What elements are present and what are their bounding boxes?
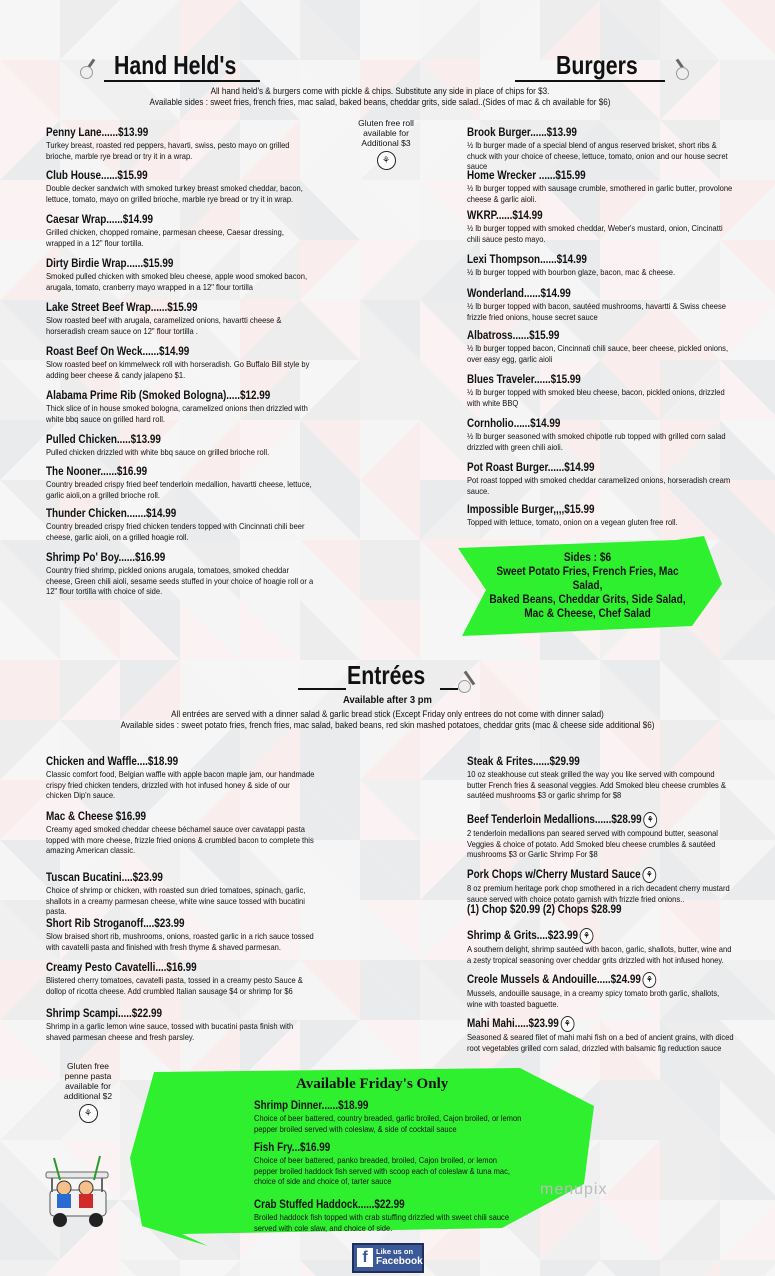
sides-box-title: Sides : $6: [563, 552, 612, 564]
menu-item-name: [46, 872, 278, 885]
menu-item: [467, 170, 737, 204]
menu-item: [467, 812, 737, 860]
menu-item-desc: Blistered cherry tomatoes, cavatelli pasta, tossed in a creamy pesto Sauce & dollop of ricotta cheese. Add crumbled Italian sausage $4 or shrimp for $6: [46, 975, 303, 996]
menu-item-name-text: Creole Mussels & Andouille.....$24.99: [467, 974, 641, 987]
burgers-title: Burgers: [556, 50, 638, 80]
menu-item-name-text: Brook Burger......$13.99: [467, 127, 577, 139]
sides-line: Baked Beans, Cheddar Grits, Side Salad,: [489, 594, 686, 606]
menu-item-desc: Topped with lettuce, tomato, onion on a vegean gluten free roll.: [467, 517, 678, 527]
watermark: menupix: [540, 1181, 608, 1198]
menu-item-desc: A southern delight, shrimp sautéed with bacon, garlic, shallots, butter, wine and a zesty tropical seasoning over cheddar grits drizzled with hot infused honey.: [467, 944, 732, 965]
menu-item-name-text: Wonderland......$14.99: [467, 288, 571, 300]
menu-item-name: [467, 812, 699, 828]
hand-held-intro: [128, 86, 632, 107]
menu-item: [46, 508, 316, 542]
menu-item-name: [467, 210, 699, 223]
menu-item-name-text: Fish Fry...$16.99: [254, 1142, 331, 1154]
menu-item: [46, 434, 316, 458]
entrees-title-underline-left: [298, 688, 346, 690]
menu-item-name: [467, 288, 699, 301]
menu-item-name: [46, 1008, 278, 1021]
menu-item-desc: Country breaded crispy fried beef tenderloin medallion, havartti cheese, lettuce, garlic aioli,on a grilled brioche roll.: [46, 479, 312, 500]
menu-item-name-text: Creamy Pesto Cavatelli....$16.99: [46, 962, 197, 974]
menu-item-name: [46, 214, 278, 227]
menu-item: [467, 418, 737, 452]
menu-item: [46, 811, 316, 856]
golf-ball-icon: [80, 66, 93, 79]
menu-item-desc: Slow roasted beef on kimmelweck roll with horseradish. Go Buffalo Bill style by adding beer cheese & candy jalapeno $1.: [46, 359, 310, 380]
golf-cart-illustration: [42, 1150, 114, 1232]
menu-item-name: [467, 374, 699, 387]
menu-item-name: [467, 504, 699, 517]
menu-item-name: [467, 462, 699, 475]
menu-item: [46, 390, 316, 424]
menu-item-desc: ½ lb burger topped with smoked cheddar, Weber's mustard, onion, Cincinatti chili sauce pesto mayo.: [467, 223, 723, 244]
menu-item-name: [467, 127, 699, 140]
menu-item-desc: ½ lb burger topped with sausage crumble, smothered in garlic butter, provolone cheese & garlic aioli.: [467, 183, 733, 204]
gluten-free-icon: ⚘: [561, 1016, 575, 1032]
gluten-free-icon: ⚘: [377, 151, 396, 170]
intro-line: Available sides : sweet fries, french fries, mac salad, baked beans, cheddar grits, side salad..(Sides of mac & ch available for $6): [149, 96, 611, 107]
menu-item-name: [46, 552, 278, 565]
menu-item-name-text: Alabama Prime Rib (Smoked Bologna).....$12.99: [46, 390, 271, 402]
menu-item-name-text: Shrimp Scampi.....$22.99: [46, 1008, 162, 1020]
menu-item-name-text: Impossible Burger,,,,$15.99: [467, 504, 595, 516]
menu-item: [254, 1142, 524, 1187]
golf-ball-icon: [676, 67, 689, 80]
gluten-free-icon: ⚘: [643, 812, 657, 828]
menu-item-name: [467, 330, 699, 343]
menu-item-desc: Choice of beer battered, panko breaded, broiled, Cajon broiled, or lemon pepper broiled haddock fish served with scoop each of coleslaw & tuna mac, choice of side and choice of, tarter sauce: [254, 1155, 511, 1186]
sides-box: [484, 551, 691, 621]
menu-item-name: [467, 867, 699, 883]
menu-item-desc: Pulled chicken drizzled with white bbq sauce on grilled brioche roll.: [46, 447, 270, 457]
menu-item-name: [46, 258, 278, 271]
menu-item-desc: 2 tenderloin medallions pan seared served with compound butter, seasonal Veggies & choice of potato. Add Smoked bleu cheese crumbles & sautéed mushrooms $3 or Garlic Shrimp For $8: [467, 828, 718, 859]
menu-item-name: [46, 302, 278, 315]
menu-item-name-text: Tuscan Bucatini....$23.99: [46, 872, 163, 884]
sides-line: Sweet Potato Fries, French Fries, Mac Salad,: [496, 566, 679, 592]
menu-item-desc: Pot roast topped with smoked cheddar caramelized onions, horseradish cream sauce.: [467, 475, 731, 496]
menu-item-desc: ½ lb burger seasoned with smoked chipotle rub topped with grilled corn salad drizzled with green chili aioli.: [467, 431, 726, 452]
menu-item-name: [467, 1016, 699, 1032]
menu-item-name: [46, 127, 278, 140]
menu-item-name: [254, 1142, 486, 1155]
menu-item-desc: Shrimp in a garlic lemon wine sauce, tossed with bucatini pasta finish with shaved parmesan cheese and fresh parsley.: [46, 1021, 294, 1042]
hand-held-title: Hand Held's: [114, 50, 237, 80]
menu-item: [467, 928, 737, 965]
menu-item-desc: Classic comfort food, Belgian waffle with apple bacon maple jam, our handmade crispy fried chicken tenders, drizzled with hot infused honey & side of our chicken Dip'n sauce.: [46, 769, 315, 800]
gluten-note-line: available for: [363, 128, 409, 138]
menu-item-desc: Slow braised short rib, mushrooms, onions, roasted garlic in a rich sauce tossed with cavatelli pasta and finished with fresh thyme & shaved parmesan.: [46, 931, 314, 952]
menu-item-desc: ½ lb burger made of a special blend of angus reserved brisket, short ribs & chuck with your choice of cheese, lettuce, tomato, onion and our house secret sauce: [467, 140, 728, 171]
gluten-note-line: penne pasta: [64, 1071, 112, 1081]
menu-item-name-text: Penny Lane......$13.99: [46, 127, 149, 139]
facebook-line2: Facebook: [376, 1256, 423, 1267]
menu-item-desc: Slow roasted beef with arugala, caramelized onions, havartti cheese & horseradish cream sauce on 12" flour tortilla .: [46, 315, 282, 336]
menu-item-name: [46, 962, 278, 975]
menu-item: [467, 210, 737, 244]
menu-item-desc: ½ lb burger topped with bourbon glaze, bacon, mac & cheese.: [467, 267, 676, 277]
intro-line: All hand held's & burgers come with pickle & chips. Substitute any side in place of chips for $3.: [210, 86, 550, 96]
facebook-line1: Like us on: [376, 1247, 414, 1256]
menu-item: [46, 466, 316, 500]
menu-item-name-text: Mac & Cheese $16.99: [46, 811, 147, 823]
menu-item-name-text: Pot Roast Burger......$14.99: [467, 462, 595, 474]
menu-item-name-text: The Nooner......$16.99: [46, 466, 148, 478]
menu-item-name-text: Lexi Thompson......$14.99: [467, 254, 587, 266]
menu-item: [46, 258, 316, 292]
menu-item-name: [254, 1199, 486, 1212]
menu-item: [46, 170, 316, 204]
gluten-free-roll-note: [352, 118, 420, 170]
sides-line: Mac & Cheese, Chef Salad: [524, 608, 651, 620]
menu-item-name: [46, 918, 278, 931]
menu-item-name: [467, 170, 699, 183]
menu-item-name: [46, 466, 278, 479]
menu-item-desc: Grilled chicken, chopped romaine, parmesan cheese, Caesar dressing, wrapped in a 12" flour tortilla.: [46, 227, 284, 248]
menu-item: [467, 374, 737, 408]
menu-item: [467, 462, 737, 496]
menu-item-name: [46, 346, 278, 359]
menu-item-desc: Mussels, andouille sausage, in a creamy spicy tomato broth garlic, shallots, wine with toasted baguette.: [467, 988, 720, 1009]
menu-item: [46, 127, 316, 161]
menu-item: [46, 872, 316, 917]
menu-item: [46, 552, 316, 597]
gluten-note-line: additional $2: [63, 1091, 113, 1101]
menu-item-name-text: Chicken and Waffle....$18.99: [46, 756, 179, 768]
menu-item: [467, 972, 737, 1009]
facebook-icon: f: [357, 1248, 373, 1267]
menu-item: [467, 504, 737, 528]
menu-item-name-text: Crab Stuffed Haddock......$22.99: [254, 1199, 405, 1211]
menu-item-desc: ½ lb burger topped bacon, Cincinnati chili sauce, beer cheese, pickled onions, over easy egg, garlic aioli: [467, 343, 729, 364]
menu-item-name: [46, 170, 278, 183]
menu-item: [254, 1100, 524, 1134]
menu-item-desc: Broiled haddock fish topped with crab stuffing drizzled with sweet chili sauce served with cole slaw, and choice of side.: [254, 1212, 510, 1233]
menu-item-desc: Choice of shrimp or chicken, with roasted sun dried tomatoes, spinach, garlic, shallots in a creamy parmesan cheese, white wine sauce tossed with bucatini pasta.: [46, 885, 306, 916]
menu-item-desc: Creamy aged smoked cheddar cheese béchamel sauce over cavatappi pasta topped with more cheese, frizzle fried onions & crumbled bacon to complete this amazing American classic.: [46, 824, 314, 855]
menu-item-name-text: Pulled Chicken.....$13.99: [46, 434, 161, 446]
intro-line: All entrées are served with a dinner salad & garlic bread stick (Except Friday only entrees do not come with dinner salad): [171, 709, 604, 719]
menu-item-desc: Turkey breast, roasted red peppers, havarti, swiss, pesto mayo on grilled brioche, marble rye bread or try it in a wrap.: [46, 140, 290, 161]
entrees-title: Entrées: [347, 660, 426, 690]
menu-item-desc: Seasoned & seared filet of mahi mahi fish on a bed of ancient grains, with diced root vegetables grilled corn salad, drizzled with balsamic fig reduction sauce: [467, 1032, 734, 1053]
menu-item-name: [467, 254, 699, 267]
menu-item-name-text: Pork Chops w/Cherry Mustard Sauce: [467, 869, 641, 882]
menu-item-desc: ½ lb burger topped with smoked bleu cheese, bacon, pickled onions, drizzled with white BBQ: [467, 387, 725, 408]
intro-line: Available sides : sweet potato fries, french fries, mac salad, baked beans, red skin mashed potatoes, cheddar grits (mac & cheese side additional $6): [120, 719, 655, 730]
menu-item: [467, 288, 737, 322]
menu-item: [467, 127, 737, 172]
menu-item-name: [467, 928, 699, 944]
gluten-note-line: Gluten free: [66, 1061, 110, 1071]
gluten-note-line: available for: [65, 1081, 111, 1091]
menu-item-name-text: Shrimp & Grits....$23.99: [467, 930, 579, 943]
menu-item-desc: Double decker sandwich with smoked turkey breast smoked cheddar, bacon, lettuce, tomato, mayo on grilled brioche, marble rye bread or try it in wrap.: [46, 183, 303, 204]
menu-item-name-text: Beef Tenderloin Medallions......$28.99: [467, 814, 642, 827]
menu-item-name: [467, 756, 699, 769]
gluten-free-icon: ⚘: [79, 1104, 98, 1123]
menu-item: [467, 254, 737, 278]
menu-item-name: [46, 390, 278, 403]
menu-item: [46, 1008, 316, 1042]
menu-item-name: [46, 508, 278, 521]
golf-ball-icon: [458, 680, 471, 693]
menu-item-name-text: Roast Beef On Weck......$14.99: [46, 346, 190, 358]
menu-item-name-text: Lake Street Beef Wrap......$15.99: [46, 302, 198, 314]
entrees-available: Available after 3 pm: [343, 694, 432, 706]
gluten-note-line: Additional $3: [361, 138, 411, 148]
menu-item-name-text: Thunder Chicken.......$14.99: [46, 508, 177, 520]
menu-item: [467, 330, 737, 364]
menu-item-name-text: Mahi Mahi.....$23.99: [467, 1018, 559, 1031]
menu-item-name: [467, 972, 699, 988]
facebook-badge[interactable]: [352, 1243, 424, 1273]
menu-item: [46, 918, 316, 952]
menu-item-name-text: Dirty Birdie Wrap......$15.99: [46, 258, 174, 270]
menu-item-name-text: Short Rib Stroganoff....$23.99: [46, 918, 185, 930]
menu-item-name-text: Albatross......$15.99: [467, 330, 560, 342]
menu-item-name-text: Shrimp Po' Boy......$16.99: [46, 552, 166, 564]
gluten-free-icon: ⚘: [643, 972, 657, 988]
menu-item-name: [46, 811, 278, 824]
menu-item-desc: 10 oz steakhouse cut steak grilled the way you like served with compound butter French fries & seasonal veggies. Add Smoked bleu cheese crumbles & sautéed mushrooms $3 or garlic shrimp for $8: [467, 769, 726, 800]
friday-title: Available Friday's Only: [296, 1076, 449, 1092]
menu-item: [467, 756, 737, 801]
gluten-note-line: Gluten free roll: [358, 118, 414, 128]
gluten-free-icon: ⚘: [642, 867, 656, 883]
menu-item: [46, 302, 316, 336]
menu-item-name: [467, 418, 699, 431]
menu-item-desc: Thick slice of in house smoked bologna, caramelized onions then drizzled with white bbq sauce on grilled hard roll.: [46, 403, 308, 424]
menu-item-name: [254, 1100, 486, 1113]
burgers-title-underline: [515, 80, 665, 82]
menu-item: [467, 867, 737, 917]
menu-item-desc: Smoked pulled chicken with smoked bleu cheese, apple wood smoked bacon, arugala, tomato, cranberry mayo wrapped in a 12" flour tortilla: [46, 271, 308, 292]
menu-item: [46, 346, 316, 380]
menu-item-price-options: (1) Chop $20.99 (2) Chops $28.99: [467, 904, 622, 916]
menu-item: [46, 214, 316, 248]
menu-item-desc: Country fried shrimp, pickled onions arugala, tomatoes, smoked cheddar cheese, Green chili aioli, sesame seeds stuffed in your choice of hoagie roll or a 12" flour tortilla with choice of side.: [46, 565, 314, 596]
menu-item-name-text: Cornholio......$14.99: [467, 418, 561, 430]
menu-item: [254, 1199, 524, 1233]
menu-item: [467, 1016, 737, 1053]
menu-item-name-text: Caesar Wrap......$14.99: [46, 214, 154, 226]
menu-item-name-text: Blues Traveler......$15.99: [467, 374, 581, 386]
menu-item-desc: Choice of beer battered, country breaded, garlic broiled, Cajon broiled, or lemon pepper broiled served with coleslaw, & side of cocktail sauce: [254, 1113, 522, 1134]
menu-item-name-text: Home Wrecker ......$15.99: [467, 170, 586, 182]
menu-item: [46, 756, 316, 801]
gluten-free-icon: ⚘: [580, 928, 594, 944]
menu-item-name-text: Steak & Frites......$29.99: [467, 756, 580, 768]
menu-item-name: [46, 756, 278, 769]
entrees-title-underline-right: [440, 688, 458, 690]
hand-held-title-underline: [104, 80, 260, 82]
menu-item-name-text: Shrimp Dinner......$18.99: [254, 1100, 369, 1112]
gluten-free-pasta-note: [58, 1061, 118, 1123]
menu-item-desc: 8 oz premium heritage pork chop smothered in a rich decadent cherry mustard sauce served with choice potato garnish with frizzle fried onions..: [467, 883, 730, 904]
menu-item-desc: ½ lb burger topped with bacon, sautéed mushrooms, havartti & Swiss cheese frizzle fried onions, house secret sauce: [467, 301, 726, 322]
menu-item-name-text: Club House......$15.99: [46, 170, 148, 182]
menu-item: [46, 962, 316, 996]
menu-item-desc: Country breaded crispy fried chicken tenders topped with Cincinnati chili beer cheese, garlic aioli, on a grilled hoagie roll.: [46, 521, 305, 542]
entrees-intro: [111, 709, 665, 730]
menu-item-name: [46, 434, 278, 447]
menu-item-name-text: WKRP......$14.99: [467, 210, 543, 222]
